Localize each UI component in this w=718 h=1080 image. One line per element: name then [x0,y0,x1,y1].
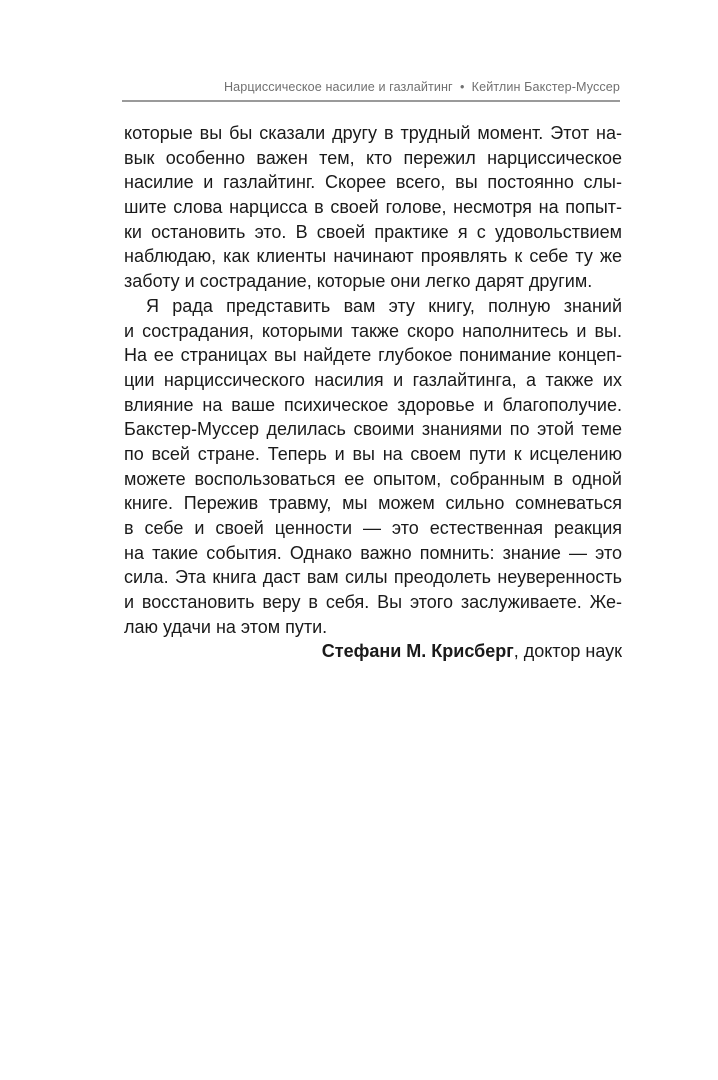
header-book-title: Нарциссическое насилие и газлайтинг [223,80,453,94]
header-rule [122,100,620,102]
text-line: ции нарциссического насилия и газлайтинга, а также их [124,369,622,390]
signature [124,639,622,664]
header-author: Кейтлин Бакстер-Муссер [471,80,620,94]
text-line: и сострадания, которыми также скоро наполнитесь и вы. [124,320,622,341]
header-separator: • [459,80,465,94]
text-line: и восстановить веру в себя. Вы этого заслуживаете. Же- [124,592,622,613]
paragraph-continued [124,121,622,294]
text-line: Я рада представить вам эту книгу, полную знаний [146,295,622,316]
text-line: лаю удачи на этом пути. [124,616,328,637]
text-line: шите слова нарцисса в своей голове, несмотря на попыт- [124,197,622,218]
text-line: книге. Пережив травму, мы можем сильно сомневаться [124,493,622,514]
signature-name: Стефани М. Крисберг [321,641,514,662]
text-line: наблюдаю, как клиенты начинают проявлять к себе ту же [124,246,622,267]
text-line: которые вы бы сказали другу в трудный момент. Этот на- [124,123,622,143]
text-line: можете воспользоваться ее опытом, собранным в одной [124,468,622,489]
running-header [122,80,620,94]
text-line: На ее страницах вы найдете глубокое понимание концеп- [124,345,622,366]
text-line: сила. Эта книга даст вам силы преодолеть неуверенность [124,567,622,588]
text-line: Бакстер-Муссер делилась своими знаниями по этой теме [124,419,622,440]
text-line: в себе и своей ценности — это естественная реакция [124,518,622,538]
text-line: заботу и сострадание, которые они легко дарят другим. [124,271,593,292]
paragraph-introduction [124,294,622,640]
text-line: вык особенно важен тем, кто пережил нарциссическое [124,147,622,168]
page-body [124,121,622,664]
text-line: ки остановить это. В своей практике я с удовольствием [124,221,622,242]
text-line: влияние на ваше психическое здоровье и благополучие. [124,394,622,415]
signature-credential: , доктор наук [513,641,622,662]
text-line: по всей стране. Теперь и вы на своем пути к исцелению [124,443,622,464]
text-line: насилие и газлайтинг. Скорее всего, вы постоянно слы- [124,172,622,193]
text-line: на такие события. Однако важно помнить: знание — это [124,542,622,563]
